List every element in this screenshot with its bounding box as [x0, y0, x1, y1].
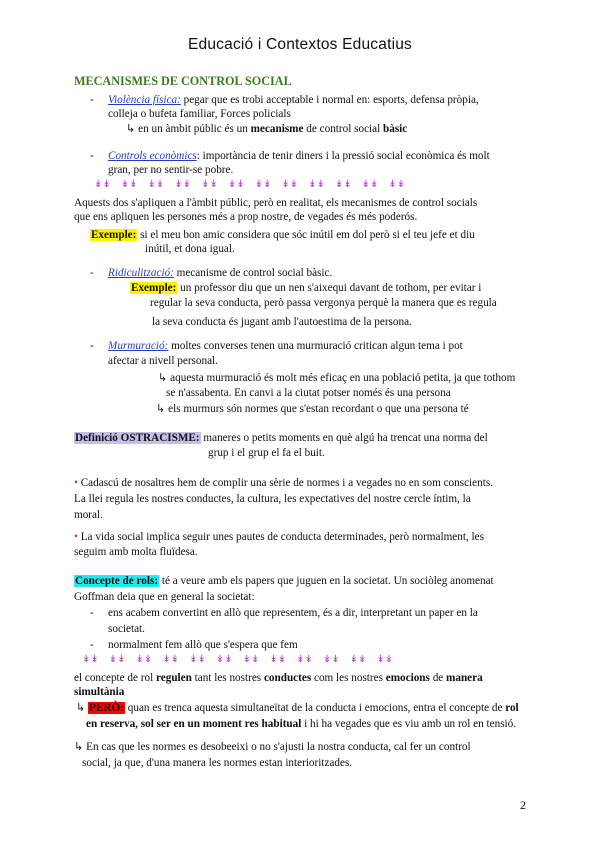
arrow-glyph: ↡↡ [94, 179, 111, 190]
list-dash: - [90, 150, 94, 162]
item-controls-line1: - Controls econòmics: importància de tenir diners i la pressió social econòmica és molt [90, 150, 490, 162]
arrow-glyph: ↡↡ [227, 179, 245, 190]
list-dash: - [90, 94, 94, 106]
arrow-glyph: ↡↡ [334, 179, 352, 190]
concepte-rol-line2: simultània [74, 686, 125, 698]
item-murmuracio-line1: - Murmuració: moltes converses tenen una murmuració critican algun tema i pot [90, 340, 463, 352]
para-aquests-line1: Aquests dos s'apliquen a l'àmbit públic, però en realitat, els mecanismes de control socials [74, 197, 478, 209]
list-dash: - [90, 639, 94, 651]
arrow-glyph: ↡↡ [108, 654, 126, 665]
arrow-glyph: ↡↡ [147, 179, 165, 190]
pero-label: PERÒ: [89, 702, 124, 714]
arrows-divider-2 [82, 653, 403, 667]
section-heading: MECANISMES DE CONTROL SOCIAL [74, 74, 292, 88]
arrow-glyph: ↡↡ [174, 179, 192, 190]
item-violencia-line1: - Violència física: pegar que es trobi acceptable i normal en: esports, defensa pròpia, [90, 94, 479, 106]
concepte-rol-line1: el concepte de rol regulen tant les nostres conductes com les nostres emocions de manera [74, 672, 483, 684]
para-vida-line2: seguim amb molta fluïdesa. [74, 546, 198, 558]
arrow-glyph: ↡↡ [296, 654, 313, 665]
item-violencia-line2: colleja o bufeta familiar, Forces policials [108, 108, 291, 120]
term-murmuracio[interactable]: Murmuració: [108, 340, 169, 352]
arrows-divider-1 [94, 178, 415, 192]
item-controls-line2: gran, per no sentir-se pobre. [108, 164, 234, 176]
page-title: Educació i Contextos Educatius [188, 36, 412, 53]
ostracisme-line2: grup i el grup el fa el buit. [208, 447, 325, 459]
para-vida-line1: • La vida social implica seguir unes pautes de conducta determinades, però normalment, les [74, 531, 484, 543]
exemple2-line1: Exemple: un professor diu que un nen s'aixequi davant de tothom, per evitar i [131, 282, 482, 294]
page-number: 2 [520, 798, 526, 812]
arrow-glyph: ↡↡ [376, 654, 394, 665]
exemple1-line2: inútil, et dona igual. [145, 243, 235, 255]
rols-line2: Goffman deia que en general la societat: [74, 591, 255, 603]
list-dash: - [90, 340, 94, 352]
arrow-glyph: ↡↡ [82, 654, 99, 665]
arrow-glyph: ↡↡ [281, 179, 299, 190]
para-cadascu-line3: moral. [74, 509, 103, 521]
term-violencia[interactable]: Violència física: [108, 94, 181, 106]
rols-item1b: societat. [108, 623, 145, 635]
item-murmuracio-line2: afectar a nivell personal. [108, 355, 218, 367]
term-ridicul[interactable]: Ridiculització: [108, 267, 174, 279]
arrow-glyph: ↡↡ [189, 654, 206, 665]
arrow-glyph: ↡↡ [162, 654, 180, 665]
rols-line1: Concepte de rols: té a veure amb els papers que juguen en la societat. Un sociòleg anomenat [75, 575, 494, 587]
arrow-glyph: ↡↡ [388, 179, 406, 190]
arrow-glyph: ↡↡ [215, 654, 233, 665]
exemple-label: Exemple: [131, 282, 177, 294]
murmuracio-sub1b: se n'assabenta. En canvi a la ciutat potser només és una persona [166, 387, 451, 399]
arrow-glyph: ↡↡ [120, 179, 138, 190]
exemple1-line1: Exemple: si el meu bon amic considera que sóc inútil em dol però si el teu jefe et diu [91, 229, 475, 241]
arrow-glyph: ↡↡ [254, 179, 272, 190]
arrow-glyph: ↡↡ [135, 654, 153, 665]
exemple-label: Exemple: [91, 229, 137, 241]
rols-label: Concepte de rols: [75, 575, 159, 587]
arrow-glyph: ↡↡ [242, 654, 260, 665]
para-cadascu-line2: La llei regula les nostres conductes, la cultura, les expectatives del nostre cercle íntim, la [74, 493, 471, 505]
arrow-glyph: ↡↡ [308, 179, 325, 190]
list-dash: - [90, 267, 94, 279]
arrow-glyph: ↡↡ [361, 179, 379, 190]
final-line1: ↳ En cas que les normes es desobeeixi o no s'ajusti la nostra conducta, cal fer un control [74, 741, 471, 753]
arrow-glyph: ↡↡ [349, 654, 367, 665]
pero-line2: en reserva, sol ser en un moment res habitual i hi ha vegades que es viu amb un rol en tensió. [86, 718, 517, 730]
item-ridicul: - Ridiculització: mecanisme de control social bàsic. [90, 267, 333, 279]
murmuracio-sub1a: ↳ aquesta murmuració és molt més eficaç en una població petita, ja que tothom [158, 372, 516, 384]
final-line2: social, ja que, d'una manera les normes estan interioritzades. [82, 757, 353, 769]
murmuracio-sub2: ↳ els murmurs són normes que s'estan recordant o que una persona té [156, 403, 469, 415]
arrow-glyph: ↡↡ [269, 654, 287, 665]
ostracisme-label: Definició OSTRACISME: [75, 432, 200, 444]
exemple2-line3: la seva conducta és jugant amb l'autoestima de la persona. [152, 316, 412, 328]
pero-line1: ↳ PERÒ: quan es trenca aquesta simultaneïtat de la conducta i emocions, entra el concepte de rol [76, 702, 519, 714]
rols-item1a: - ens acabem convertint en allò que representem, és a dir, interpretant un paper en la [90, 607, 478, 619]
exemple2-line2: regular la seva conducta, però passa vergonya perquè la manera que es regula [150, 297, 497, 309]
list-dash: - [90, 607, 94, 619]
rols-item2: - normalment fem allò que s'espera que fem [90, 639, 298, 651]
para-cadascu-line1: • Cadascú de nosaltres hem de complir una sèrie de normes i a vegades no en som conscients. [74, 477, 493, 489]
para-aquests-line2: que ens apliquen les persones més a prop nostre, de vegades és més poderós. [74, 211, 418, 223]
arrow-glyph: ↡↡ [201, 179, 218, 190]
arrow-glyph: ↡↡ [322, 654, 340, 665]
term-controls[interactable]: Controls econòmics [108, 150, 197, 162]
ostracisme-line1: Definició OSTRACISME: maneres o petits moments en què algú ha trencat una norma del [75, 432, 488, 444]
item-violencia-sub: ↳ en un àmbit públic és un mecanisme de control social bàsic [126, 123, 408, 135]
